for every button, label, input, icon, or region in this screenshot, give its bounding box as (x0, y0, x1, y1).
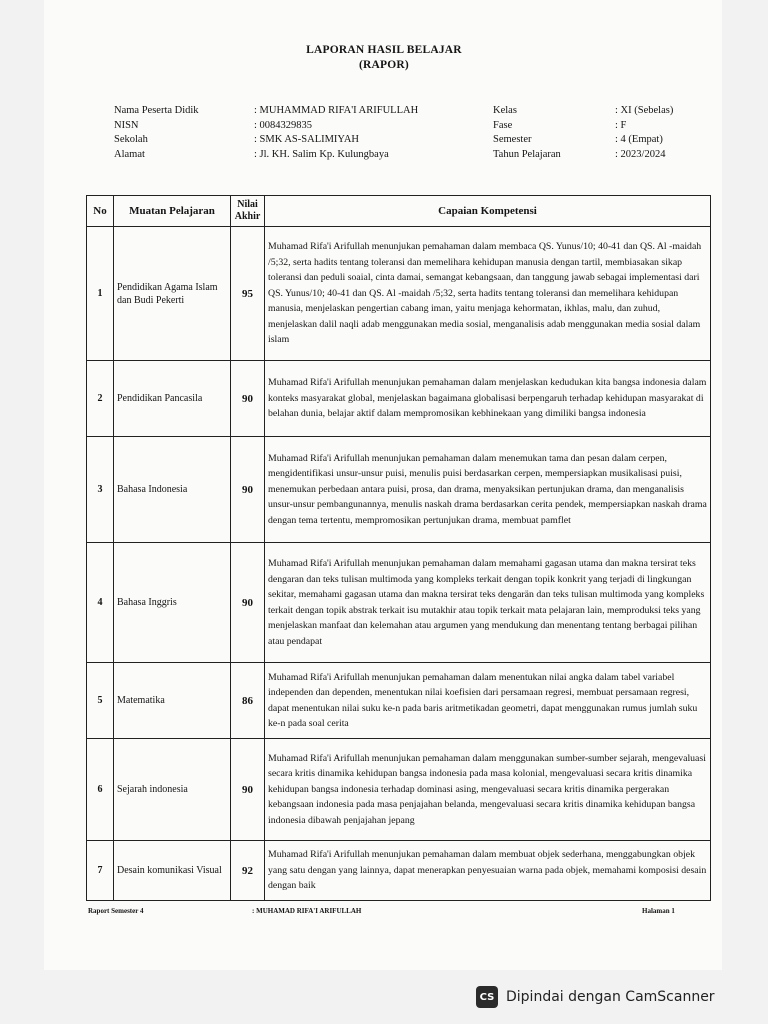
footer-student-name: : MUHAMAD RIFA'I ARIFULLAH (252, 907, 362, 915)
table-row (87, 543, 711, 663)
value-address: : Jl. KH. Salim Kp. Kulungbaya (254, 148, 389, 160)
value-phase: : F (615, 119, 627, 131)
row-subject: Matematika (114, 663, 231, 739)
label-student-name: Nama Peserta Didik (114, 105, 199, 116)
value-school: : SMK AS-SALIMIYAH (254, 134, 360, 145)
row-no: 3 (87, 437, 114, 543)
row-score: 90 (231, 739, 265, 841)
value-semester: : 4 (Empat) (615, 134, 663, 145)
label-address: Alamat (114, 148, 145, 160)
value-student-name: : MUHAMMAD RIFA'I ARIFULLAH (254, 105, 419, 116)
row-no: 6 (87, 739, 114, 841)
camscanner-label: Dipindai dengan CamScanner (506, 989, 715, 1005)
student-right-labels (493, 104, 561, 162)
row-score: 92 (231, 841, 265, 901)
row-no: 2 (87, 361, 114, 437)
row-subject: Bahasa Indonesia (114, 437, 231, 543)
header-no: No (87, 196, 114, 227)
student-right-values (615, 104, 673, 162)
table-row (87, 361, 711, 437)
row-competency: Muhamad Rifa'i Arifullah menunjukan pemahaman dalam menggunakan sumber-sumber sejarah, mengevaluasi secara kritis dinamika kehidupan bangsa indonesia pada masa kolonial, mengevaluasi secara kritis dinamika kehidupan bangsa indonesia terhadap dominasi asing, mengevaluasi secara kritis dinamika pergerakan kebangsaan indonesia pada masa penjajahan belanda, mengevaluasi secara kritis dinamika kehidupan bangsa indonesia dibawah penjajahan jepang (265, 739, 711, 841)
label-phase: Fase (493, 119, 513, 131)
label-nisn: NISN (114, 119, 139, 131)
report-title: LAPORAN HASIL BELAJAR (306, 44, 462, 56)
value-class: : XI (Sebelas) (615, 105, 674, 116)
grades-table (86, 195, 711, 901)
camscanner-watermark (476, 982, 764, 1012)
row-no: 5 (87, 663, 114, 739)
row-no: 7 (87, 841, 114, 901)
table-row (87, 841, 711, 901)
table-row (87, 739, 711, 841)
table-row (87, 663, 711, 739)
label-school-year: Tahun Pelajaran (493, 148, 561, 160)
row-competency: Muhamad Rifa'i Arifullah menunjukan pemahaman dalam memahami gagasan utama dan makna tersirat teks dengaran dan teks tulisan multimoda yang kompleks terkait dengan topik konkrit yang terjadi di lingkungan sekitar, memahami gagasan utama dan makna tersirat teks dengarän dan teks tulisan multimoda yang kompleks terkait dengan topik abstrak terkait isu mutakhir atau topik terkait mata pelajaran lain, memproduksi teks yang menjelaskan manfaat dan kelemahan atau argumen yang mendukung dan menentang tentang berbagai pilihan atau pendapat (265, 543, 711, 663)
camscanner-logo-icon: CS (476, 986, 498, 1008)
table-header-row (87, 196, 711, 227)
row-subject: Pendidikan Pancasila (114, 361, 231, 437)
table-row (87, 437, 711, 543)
label-class: Kelas (493, 105, 517, 116)
row-subject: Sejarah indonesia (114, 739, 231, 841)
row-competency: Muhamad Rifa'i Arifullah menunjukan pemahaman dalam menentukan nilai angka dalam tabel variabel independen dan dependen, menentukan nilai koefisien dari persamaan regresi, membuat persamaan regresi, dapat menentukan nilai suku ke-n pada baris aritmetikadan geometri, dapat menggunakan rumus jumlah suku ke-n pada soal cerita (265, 663, 711, 739)
footer-semester: Raport Semester 4 (88, 907, 144, 915)
label-semester: Semester (493, 134, 532, 145)
row-score: 95 (231, 227, 265, 361)
row-competency: Muhamad Rifa'i Arifullah menunjukan pemahaman dalam menjelaskan kedudukan kita bangsa indonesia dalam konteks masyarakat global, menjelaskan bagaimana globalisasi berpengaruh terhadap kehidupan masyarakat di belahan dunia, belajar aktif dalam mempromosikan kebhinekaan yang dimiliki bangsa indonesia (265, 361, 711, 437)
row-no: 4 (87, 543, 114, 663)
footer-page-number: Halaman 1 (642, 907, 675, 915)
header-competency: Capaian Kompetensi (265, 196, 711, 227)
student-left-labels (114, 104, 199, 162)
student-left-values (254, 104, 418, 162)
label-school: Sekolah (114, 134, 148, 145)
report-subtitle: (RAPOR) (359, 59, 409, 71)
row-score: 90 (231, 437, 265, 543)
row-subject: Desain komunikasi Visual (114, 841, 231, 901)
row-subject: Bahasa Inggris (114, 543, 231, 663)
row-no: 1 (87, 227, 114, 361)
row-score: 86 (231, 663, 265, 739)
row-competency: Muhamad Rifa'i Arifullah menunjukan pemahaman dalam membuat objek sederhana, menggabungkan objek yang satu dengan yang lainnya, dapat menerapkan penyesuaian warna pada objek, memahami komposisi desain dengan baik (265, 841, 711, 901)
row-subject: Pendidikan Agama Islam dan Budi Pekerti (114, 227, 231, 361)
row-score: 90 (231, 543, 265, 663)
value-school-year: : 2023/2024 (615, 148, 666, 160)
row-score: 90 (231, 361, 265, 437)
row-competency: Muhamad Rifa'i Arifullah menunjukan pemahaman dalam membaca QS. Yunus/10; 40-41 dan QS. Al -maidah /5;32, serta hadits tentang toleransi dan memelihara kehidupan manusia dengan tartil, membiasakan sikap toleransi dan peduli soaial, cinta damai, semangat kebangsaan, dan tanggung jawab sebagai implementasi dari QS. Yunus/10; 40-41 dan QS. Al -maidah /5;32, serta hadits tentang toleransi dan memelihara kehidupan manusia, menjelaskan pengertian cabang iman, yaitu menjaga kehormatan, ikhlas, malu, dan zuhud, menjelaskan dalil naqli adab menggunakan media sosial, menganalisis adab menggunakan media sosial dalam islam (265, 227, 711, 361)
row-competency: Muhamad Rifa'i Arifullah menunjukan pemahaman dalam menemukan tama dan pesan dalam cerpen, mengidentifikasi unsur-unsur puisi, menulis puisi berdasarkan cerpen, mempersiapkan musikalisasi puisi, menemukan perbedaan antara puisi, prosa, dan drama, menyaksikan pertunjukan drama, dan menganalisis unsur-unsur pembangunannya, menulis naskah drama berdasarkan cerita pendek, mempersiapkan naskah drama dengan tema tertentu, mempromosikan pertunjukan drama, membuat pamflet (265, 437, 711, 543)
table-row (87, 227, 711, 361)
header-score: Nilai Akhir (231, 196, 265, 227)
header-subject: Muatan Pelajaran (114, 196, 231, 227)
value-nisn: : 0084329835 (254, 119, 313, 131)
